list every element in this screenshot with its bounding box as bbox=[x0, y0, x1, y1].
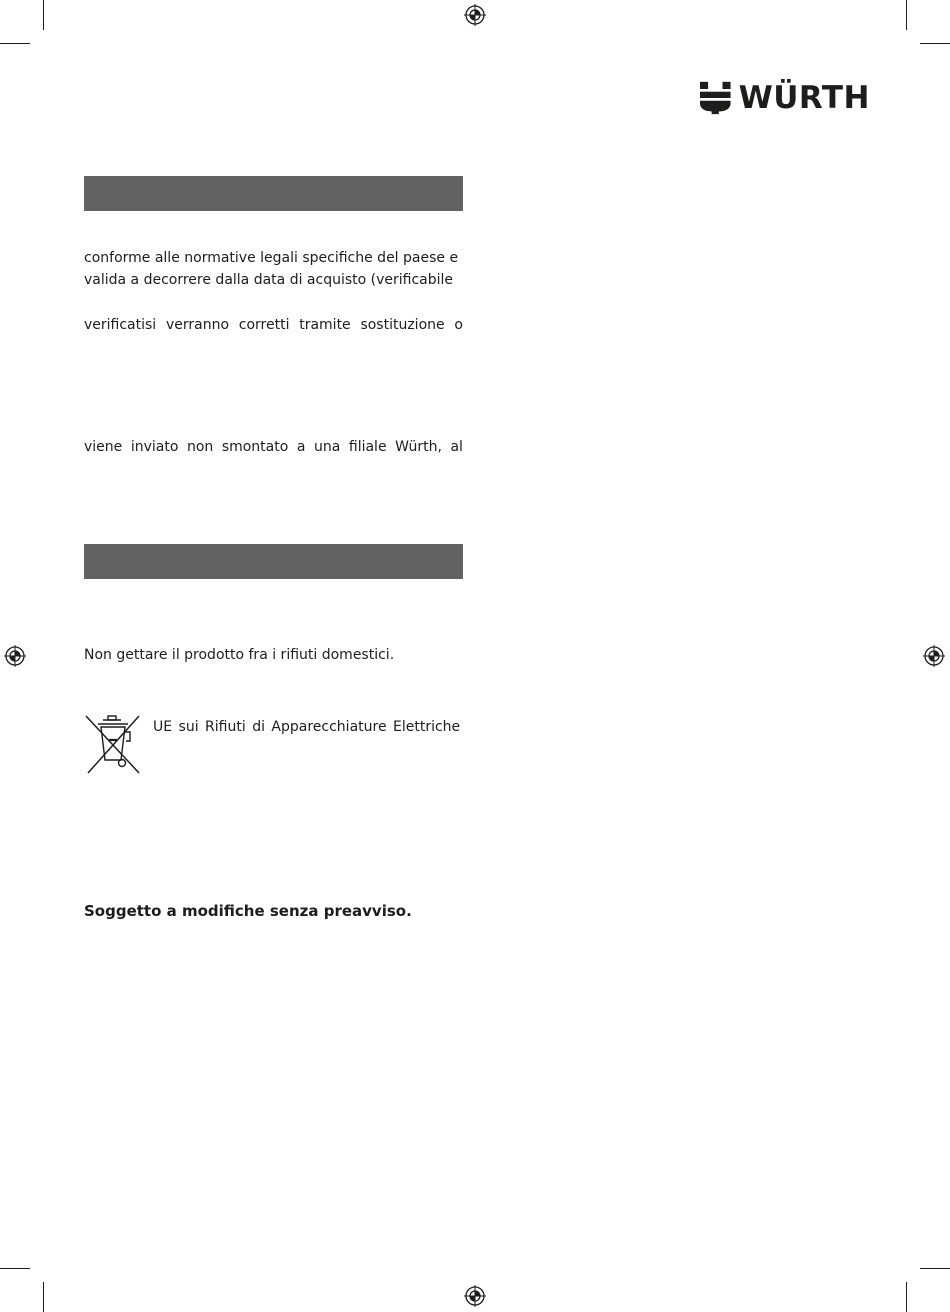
warranty-line-4 bbox=[84, 436, 463, 458]
word: al bbox=[450, 439, 463, 455]
crop-mark-bottom-left-h bbox=[0, 1268, 30, 1269]
word: a bbox=[296, 439, 306, 455]
word: filiale bbox=[348, 439, 387, 455]
weee-directive-text: UE sui Rifiuti di Apparecchiature Elettriche bbox=[153, 719, 461, 735]
registration-mark-top-icon bbox=[464, 4, 486, 26]
word: tramite bbox=[299, 317, 351, 333]
warranty-line-3 bbox=[84, 314, 463, 336]
crop-mark-top-left-v bbox=[43, 0, 44, 30]
word: verranno bbox=[165, 317, 230, 333]
word: non bbox=[186, 439, 214, 455]
word: smontato bbox=[221, 439, 289, 455]
crop-mark-bottom-right-h bbox=[920, 1268, 950, 1269]
word: verificatisi bbox=[84, 317, 157, 333]
word: sostituzione bbox=[360, 317, 445, 333]
warranty-line-2: valida a decorrere dalla data di acquisto (verificabile bbox=[84, 272, 454, 288]
word: corretti bbox=[238, 317, 290, 333]
word: o bbox=[454, 317, 463, 333]
warranty-line-1: conforme alle normative legali specifiche del paese e bbox=[84, 250, 459, 266]
word: inviato bbox=[130, 439, 179, 455]
crop-mark-top-right-h bbox=[920, 43, 950, 44]
crop-mark-top-left-h bbox=[0, 43, 30, 44]
crop-mark-bottom-right-v bbox=[906, 1282, 907, 1312]
crop-mark-bottom-left-v bbox=[43, 1282, 44, 1312]
registration-mark-left-icon bbox=[4, 645, 26, 667]
registration-mark-bottom-icon bbox=[464, 1285, 486, 1307]
word: Würth, bbox=[395, 439, 442, 455]
wuerth-logo-icon bbox=[700, 80, 731, 116]
word: una bbox=[314, 439, 341, 455]
logo-wordmark: WÜRTH bbox=[738, 79, 870, 116]
footer-note: Soggetto a modifiche senza preavviso. bbox=[84, 902, 412, 920]
wuerth-logo bbox=[700, 78, 870, 118]
disposal-text: Non gettare il prodotto fra i rifiuti domestici. bbox=[84, 647, 395, 663]
crossed-out-wheelie-bin-icon bbox=[84, 713, 142, 775]
word: viene bbox=[84, 439, 123, 455]
registration-mark-right-icon bbox=[923, 645, 945, 667]
section-header-bar-2 bbox=[84, 544, 463, 579]
section-header-bar-1 bbox=[84, 176, 463, 211]
crop-mark-top-right-v bbox=[906, 0, 907, 30]
